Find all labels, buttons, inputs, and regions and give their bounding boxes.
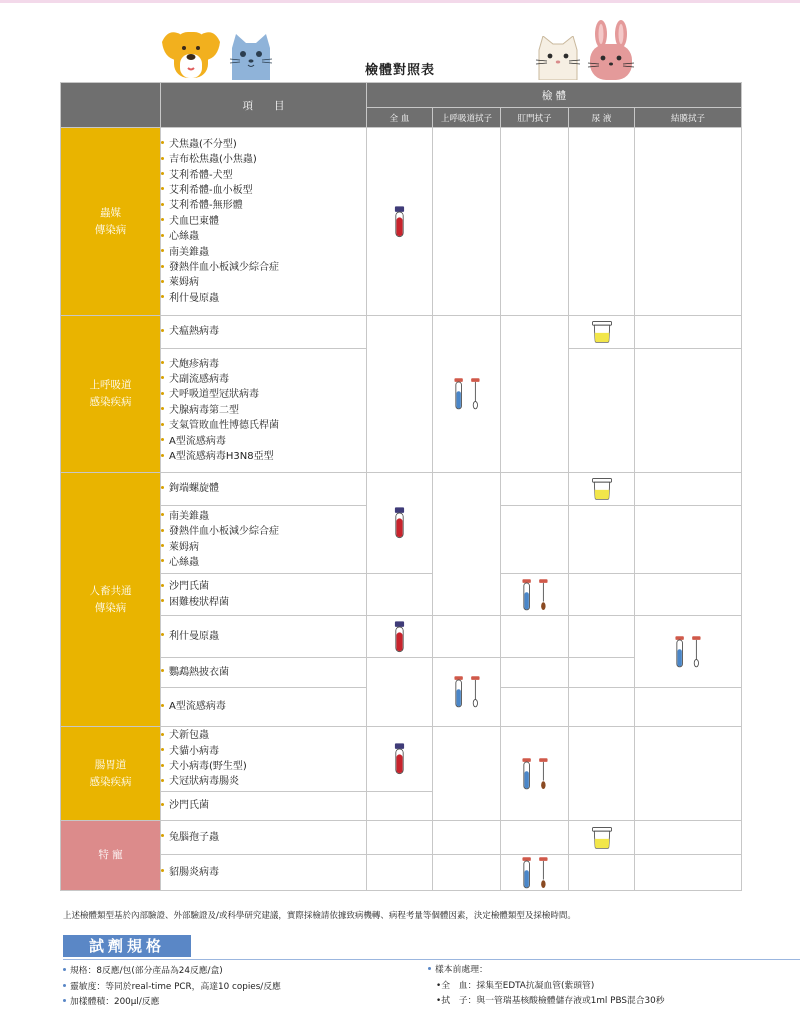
spec-item-text: 加樣體積：200μl/反應 <box>70 997 160 1007</box>
list-item: 艾利希體-無形體 <box>161 198 366 213</box>
item-list <box>161 128 367 316</box>
cell-whole-blood <box>367 473 433 574</box>
cell-empty <box>367 821 433 855</box>
cell-empty <box>635 128 742 316</box>
spec-list <box>63 964 281 1011</box>
spec-item <box>63 995 281 1011</box>
cell-empty <box>569 727 635 821</box>
cell-empty <box>501 821 569 855</box>
sample-header-whole-blood: 全 血 <box>367 108 433 128</box>
swab-tube-icon <box>675 635 701 669</box>
cell-anal-swab <box>501 727 569 821</box>
cell-empty <box>569 616 635 658</box>
cell-urine <box>569 473 635 506</box>
list-item: 利什曼原蟲 <box>161 291 366 306</box>
sample-header-upper-respiratory-swab: 上呼吸道拭子 <box>433 108 501 128</box>
cell-empty <box>433 473 501 616</box>
item-list <box>161 316 367 349</box>
item-list <box>161 727 367 792</box>
spec-item-text: 靈敏度：等同於real-time PCR，高達10 copies/反應 <box>70 981 281 992</box>
cell-conjunctival-swab <box>635 616 742 688</box>
pretreatment-title-text: 樣本前處理： <box>435 965 488 975</box>
list-item: 兔腦孢子蟲 <box>161 830 366 845</box>
cell-empty <box>569 128 635 316</box>
cell-anal-swab <box>501 574 569 616</box>
category-label: 蟲媒 傳染病 <box>94 206 127 236</box>
category-exotic-pets <box>61 821 161 891</box>
cell-whole-blood <box>367 727 433 792</box>
spec-heading: 試劑規格 <box>63 935 191 957</box>
list-item: 犬皰疹病毒 <box>161 357 366 372</box>
list-item: 艾利希體-血小板型 <box>161 183 366 198</box>
item-list <box>161 792 367 821</box>
pretreatment-item-text: 拭 子：與一管瑞基核酸檢體儲存液或1ml PBS混合30秒 <box>441 996 665 1006</box>
list-item: 鸚鵡熱披衣菌 <box>161 665 366 680</box>
list-item: 犬瘟熱病毒 <box>161 324 366 339</box>
list-item: 利什曼原蟲 <box>161 629 366 644</box>
category-upper-respiratory <box>61 316 161 473</box>
bullet-icon <box>428 967 431 970</box>
cell-empty <box>367 855 433 891</box>
bullet-icon <box>63 968 66 971</box>
cell-urine <box>569 316 635 349</box>
list-item: 犬副流感病毒 <box>161 372 366 387</box>
cell-empty <box>367 316 433 473</box>
cell-upper-respiratory-swab <box>433 316 501 473</box>
cell-empty <box>569 688 635 727</box>
urine-cup-icon <box>592 321 612 343</box>
cell-empty <box>635 574 742 616</box>
swab-tube-icon <box>522 757 548 791</box>
bullet-icon <box>63 984 66 987</box>
swab-tube-icon <box>522 578 548 612</box>
spec-item-text: 規格：8反應/包(部分產品為24反應/盒) <box>70 966 223 976</box>
list-item: 沙門氏菌 <box>161 798 366 813</box>
category-label: 腸胃道 感染疾病 <box>89 758 132 788</box>
corner-header <box>61 83 161 128</box>
list-item: 犬血巴東體 <box>161 214 366 229</box>
cell-empty <box>501 658 569 688</box>
list-item: 心絲蟲 <box>161 229 366 244</box>
cell-empty <box>501 688 569 727</box>
pretreatment-item-text: 全 血：採集至EDTA抗凝血管(紫頭管) <box>441 980 595 991</box>
category-label: 人畜共通 傳染病 <box>89 584 132 614</box>
cell-anal-swab <box>501 855 569 891</box>
list-item: 萊姆病 <box>161 275 366 290</box>
category-zoonotic <box>61 473 161 727</box>
cell-empty <box>433 727 501 821</box>
cell-empty <box>501 616 569 658</box>
blood-tube-icon <box>394 506 405 540</box>
list-item: 南美錐蟲 <box>161 245 366 260</box>
bullet-icon <box>63 999 66 1002</box>
list-item: 犬貓小病毒 <box>161 744 366 759</box>
list-item: 鉤端螺旋體 <box>161 481 366 496</box>
item-list <box>161 821 367 855</box>
spec-divider <box>63 959 800 960</box>
cell-empty <box>501 316 569 473</box>
blood-tube-icon <box>394 742 405 776</box>
blood-tube-icon <box>394 205 405 239</box>
item-column-header: 項 目 <box>161 83 367 128</box>
list-item: 貂腸炎病毒 <box>161 865 366 880</box>
cell-empty <box>635 506 742 574</box>
cell-empty <box>367 792 433 821</box>
list-item: A型流感病毒H3N8亞型 <box>161 449 366 464</box>
category-gastrointestinal <box>61 727 161 821</box>
category-label: 上呼吸道 感染疾病 <box>89 379 132 408</box>
sample-pretreatment <box>428 963 665 1010</box>
list-item: 南美錐蟲 <box>161 509 366 524</box>
category-vector-borne <box>61 128 161 316</box>
item-list <box>161 616 367 658</box>
sample-header-anal-swab: 肛門拭子 <box>501 108 569 128</box>
swab-tube-icon <box>522 856 548 890</box>
cell-empty <box>501 506 569 574</box>
list-item: 犬新包蟲 <box>161 728 366 743</box>
list-item: A型流感病毒 <box>161 434 366 449</box>
cell-empty <box>569 658 635 688</box>
item-list <box>161 658 367 688</box>
item-list <box>161 506 367 574</box>
cell-empty <box>433 855 501 891</box>
swab-tube-icon <box>454 675 480 709</box>
list-item: 犬焦蟲(不分型) <box>161 137 366 152</box>
swab-tube-icon <box>454 377 480 411</box>
sample-header-conjunctival-swab: 結膜拭子 <box>635 108 742 128</box>
cell-empty <box>635 316 742 349</box>
list-item: 發熱伴血小板減少綜合症 <box>161 260 366 275</box>
cell-urine <box>569 821 635 855</box>
cell-upper-respiratory-swab <box>433 658 501 727</box>
item-list <box>161 855 367 891</box>
list-item: 犬腺病毒第二型 <box>161 403 366 418</box>
list-item: 萊姆病 <box>161 540 366 555</box>
cell-empty <box>635 821 742 855</box>
list-item: 艾利希體-犬型 <box>161 168 366 183</box>
cell-empty <box>433 128 501 316</box>
cell-empty <box>569 855 635 891</box>
list-item: 犬冠狀病毒腸炎 <box>161 774 366 789</box>
sample-comparison-table <box>60 82 742 891</box>
pretreatment-title <box>428 963 665 979</box>
urine-cup-icon <box>592 478 612 500</box>
cell-empty <box>635 727 742 821</box>
list-item: 發熱伴血小板減少綜合症 <box>161 524 366 539</box>
cell-empty <box>635 688 742 727</box>
cell-empty <box>367 574 433 616</box>
footnote: 上述檢體類型基於內部驗證、外部驗證及/或科學研究建議，實際採檢請依據致病機轉、病程考量等個體因素，決定檢體類型及採檢時間。 <box>63 911 576 921</box>
item-list <box>161 349 367 473</box>
spec-item <box>63 980 281 996</box>
blood-tube-icon <box>394 620 405 654</box>
cell-empty <box>501 473 569 506</box>
list-item: 心絲蟲 <box>161 555 366 570</box>
list-item: 犬呼吸道型冠狀病毒 <box>161 387 366 402</box>
cell-empty <box>635 473 742 506</box>
cell-empty <box>569 574 635 616</box>
urine-cup-icon <box>592 827 612 849</box>
cell-whole-blood <box>367 616 433 658</box>
list-item: A型流感病毒 <box>161 699 366 714</box>
top-accent-line <box>0 0 800 3</box>
category-label: 特 寵 <box>98 849 123 861</box>
cell-empty <box>501 128 569 316</box>
cell-empty <box>635 855 742 891</box>
sample-group-header: 檢 體 <box>367 83 742 108</box>
cell-empty <box>569 506 635 574</box>
cell-empty <box>433 821 501 855</box>
pretreatment-item: •全 血：採集至EDTA抗凝血管(紫頭管) <box>436 980 595 991</box>
cell-empty <box>569 349 635 473</box>
list-item: 吉布松焦蟲(小焦蟲) <box>161 152 366 167</box>
list-item: 支氣管敗血性博德氏桿菌 <box>161 418 366 433</box>
cell-whole-blood <box>367 128 433 316</box>
sample-header-urine: 尿 液 <box>569 108 635 128</box>
item-list <box>161 574 367 616</box>
list-item: 犬小病毒(野生型) <box>161 759 366 774</box>
list-item: 困難梭狀桿菌 <box>161 595 366 610</box>
item-list <box>161 473 367 506</box>
list-item: 沙門氏菌 <box>161 579 366 594</box>
cell-empty <box>367 658 433 727</box>
cell-empty <box>635 349 742 473</box>
pretreatment-item: •拭 子：與一管瑞基核酸檢體儲存液或1ml PBS混合30秒 <box>436 996 665 1006</box>
item-list <box>161 688 367 727</box>
spec-item <box>63 964 281 980</box>
cell-empty <box>433 616 501 658</box>
page-title: 檢體對照表 <box>364 63 435 78</box>
